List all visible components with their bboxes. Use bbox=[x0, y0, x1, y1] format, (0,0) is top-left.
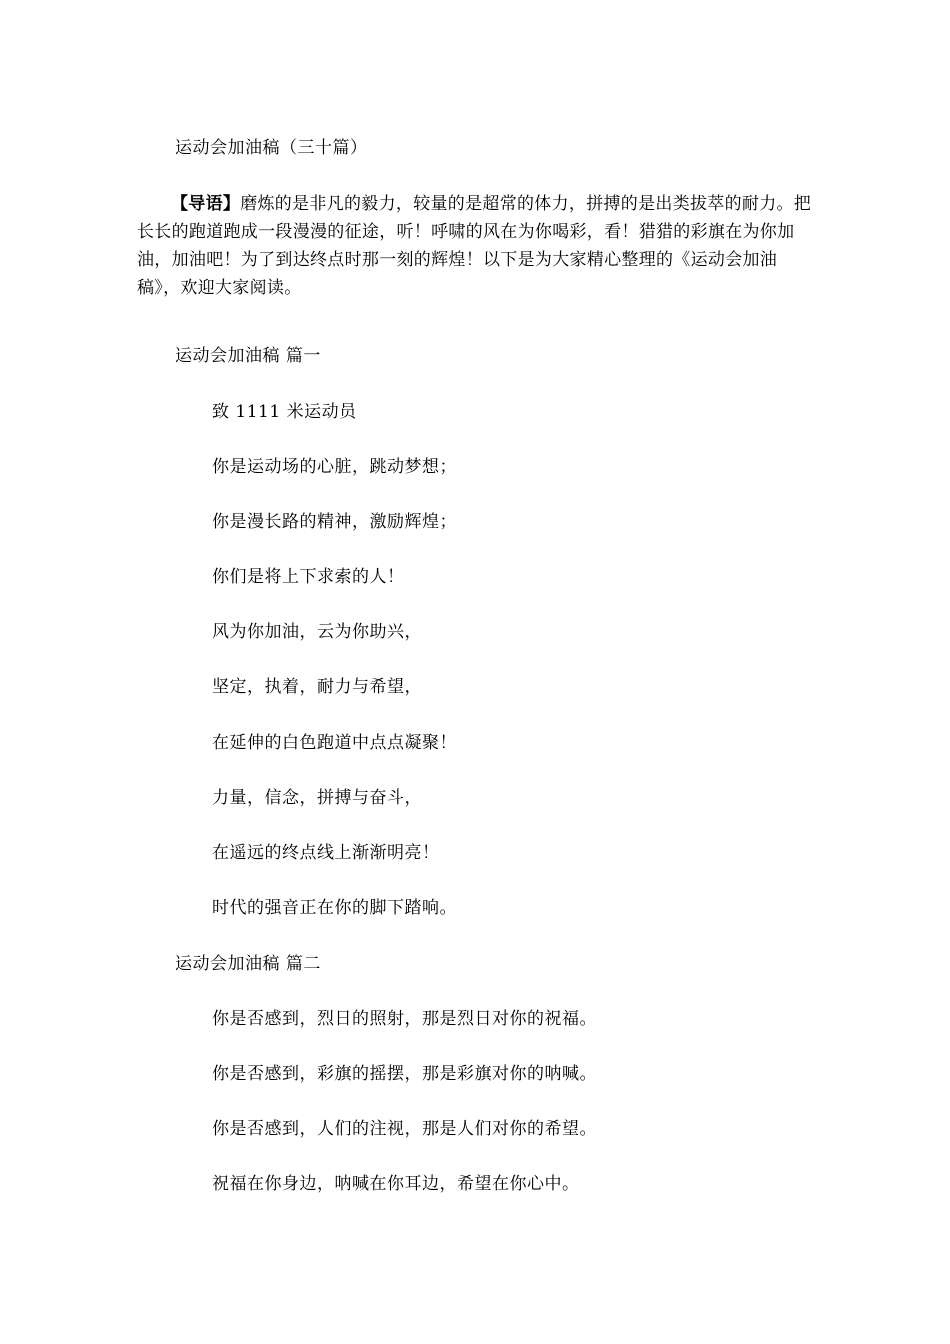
intro-paragraph bbox=[137, 190, 817, 302]
poem-line: 坚定，执着，耐力与希望， bbox=[212, 677, 422, 697]
poem-line: 你是漫长路的精神，激励辉煌； bbox=[212, 512, 457, 532]
poem-line: 你们是将上下求索的人！ bbox=[212, 567, 405, 587]
poem-line: 在遥远的终点线上渐渐明亮！ bbox=[212, 843, 440, 863]
intro-text: 磨炼的是非凡的毅力，较量的是超常的体力，拼搏的是出类拔萃的耐力。把长长的跑道跑成一段漫漫的征途，听！呼啸的风在为你喝彩，看！猎猎的彩旗在为你加油，加油吧！为了到达终点时那一刻的辉煌！以下是为大家精心整理的《运动会加油稿》，欢迎大家阅读。 bbox=[137, 194, 812, 298]
poem-line: 祝福在你身边，呐喊在你耳边，希望在你心中。 bbox=[212, 1174, 580, 1194]
poem-line: 时代的强音正在你的脚下踏响。 bbox=[212, 898, 457, 918]
document-title: 运动会加油稿（三十篇） bbox=[175, 138, 368, 158]
section-heading-2: 运动会加油稿 篇二 bbox=[175, 954, 321, 974]
section-heading-1: 运动会加油稿 篇一 bbox=[175, 346, 321, 366]
poem-line: 你是否感到，烈日的照射，那是烈日对你的祝福。 bbox=[212, 1009, 597, 1029]
poem-line: 风为你加油，云为你助兴， bbox=[212, 622, 422, 642]
poem-line: 在延伸的白色跑道中点点凝聚！ bbox=[212, 733, 457, 753]
poem-line: 你是否感到，人们的注视，那是人们对你的希望。 bbox=[212, 1119, 597, 1139]
poem-line: 力量，信念，拼搏与奋斗， bbox=[212, 788, 422, 808]
intro-lead: 【导语】 bbox=[171, 194, 241, 214]
poem-line: 你是运动场的心脏，跳动梦想； bbox=[212, 457, 457, 477]
poem-line: 致 1111 米运动员 bbox=[212, 402, 357, 422]
poem-line: 你是否感到，彩旗的摇摆，那是彩旗对你的呐喊。 bbox=[212, 1064, 597, 1084]
